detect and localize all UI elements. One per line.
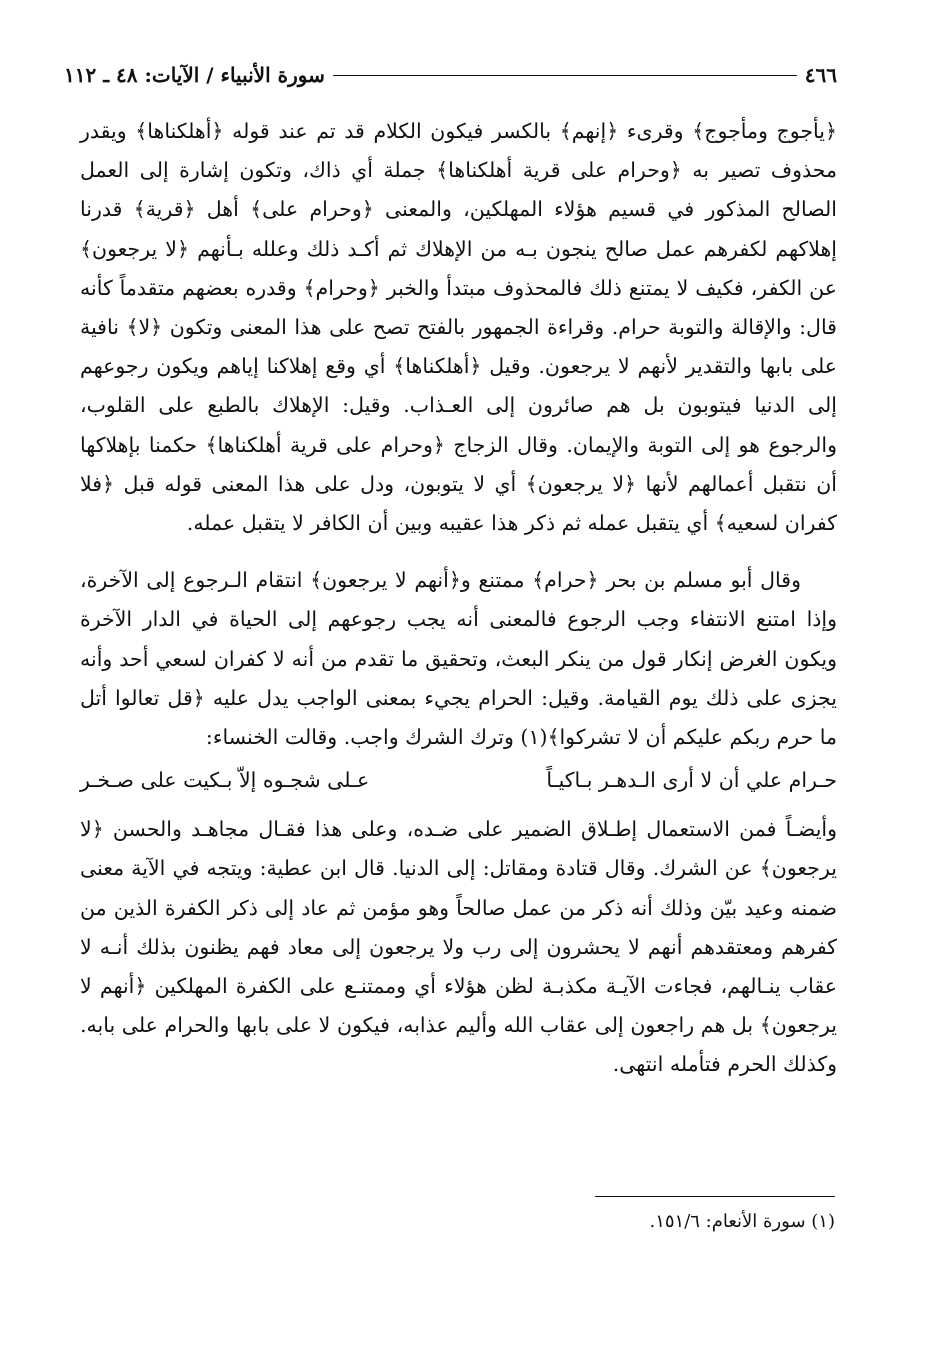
main-text — [80, 112, 837, 1085]
running-title: سورة الأنبياء / الآيات: ٤٨ ـ ١١٢ — [64, 63, 325, 87]
header-rule — [333, 75, 797, 76]
footnote-separator — [595, 1196, 835, 1197]
running-header — [64, 58, 837, 92]
footnote: (١) سورة الأنعام: ١٥١/٦. — [649, 1211, 835, 1232]
paragraph-3: وأيضـاً فمن الاستعمال إطـلاق الضمير على ضـده، وعلى هذا فقـال مجاهـد والحسن ﴿لا يرجعون﴾ عن الشرك. وقال قتادة ومقاتل: إلى الدنيا. قال ابن عطية: ويتجه في الآية معنى ضمنه وعيد بيّن وذلك أنه ذكر من عمل صالحاً وهو مؤمن ثم عاد إلى ذكر الكفرة الذين من كفرهم ومعتقدهم أنهم لا يحشرون إلى رب ولا يرجعون إلى معاد فهم يظنون بذلك أنـه لا عقاب ينـالهم، فجاءت الآيـة مكذبـة لظن هؤلاء أي وممتنـع على الكفرة المهلكين ﴿أنهم لا يرجعون﴾ بل هم راجعون إلى عقاب الله وأليم عذابه، فيكون لا على بابها والحرام على بابه. وكذلك الحرم فتأمله انتهى. — [80, 817, 837, 1077]
page-number: ٤٦٦ — [804, 63, 837, 87]
poetry-verse — [80, 761, 837, 800]
paragraph-1: ﴿يأجوج ومأجوج﴾ وقرىء ﴿إنهم﴾ بالكسر فيكون الكلام قد تم عند قوله ﴿أهلكناها﴾ ويقدر محذوف تصير به ﴿وحرام على قرية أهلكناها﴾ جملة أي ذاك، وتكون إشارة إلى العمل الصالح المذكور في قسيم هؤلاء المهلكين، والمعنى ﴿وحرام على﴾ أهل ﴿قرية﴾ قدرنا إهلاكهم لكفرهم عمل صالح ينجون بـه من الإهلاك ثم أكـد ذلك وعلله بـأنهم ﴿لا يرجعون﴾ عن الكفر، فكيف لا يمتنع ذلك فالمحذوف مبتدأ والخبر ﴿وحرام﴾ وقدره بعضهم متقدماً كأنه قال: والإقالة والتوبة حرام. وقراءة الجمهور بالفتح تصح على هذا المعنى وتكون ﴿لا﴾ نافية على بابها والتقدير لأنهم لا يرجعون. وقيل ﴿أهلكناها﴾ أي وقع إهلاكنا إياهم ويكون رجوعهم إلى الدنيا فيتوبون بل هم صائرون إلى العـذاب. وقيل: الإهلاك بالطبع على القلوب، والرجوع هو إلى التوبة والإيمان. وقال الزجاج ﴿وحرام على قرية أهلكناها﴾ حكمنا بإهلاكها أن نتقبل أعمالهم لأنها ﴿لا يرجعون﴾ أي لا يتوبون، ودل على هذا المعنى قوله قبل ﴿فلا كفران لسعيه﴾ أي يتقبل عمله ثم ذكر هذا عقيبه وبين أن الكافر لا يتقبل عمله. — [80, 119, 837, 536]
verse-first-hemistich: حـرام علي أن لا أرى الـدهـر بـاكيـاً — [546, 768, 837, 793]
paragraph-2: وقال أبو مسلم بن بحر ﴿حرام﴾ ممتنع و﴿أنهم لا يرجعون﴾ انتقام الـرجوع إلى الآخرة، وإذا امتنع الانتفاء وجب الرجوع فالمعنى أنه يجب رجوعهم إلى الحياة في الدار الآخرة ويكون الغرض إنكار قول من ينكر البعث، وتحقيق ما تقدم من أنه لا كفران لسعي أحد وأنه يجزى على ذلك يوم القيامة. وقيل: الحرام يجيء بمعنى الواجب يدل عليه ﴿قل تعالوا أتل ما حرم ربكم عليكم أن لا تشركوا﴾(١) وترك الشرك واجب. وقالت الخنساء: — [80, 568, 837, 750]
verse-second-hemistich: عـلى شجـوه إلاّ بـكيت على صـخـر — [80, 768, 370, 793]
